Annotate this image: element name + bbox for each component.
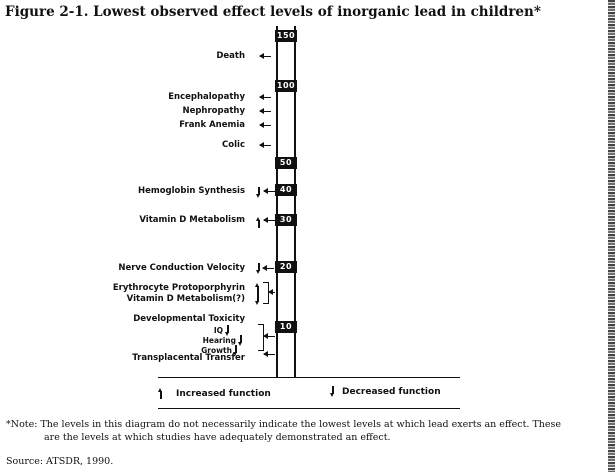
decreased-function-arrow-icon [238, 335, 243, 346]
level-marker-150: 150 [276, 31, 296, 40]
scan-edge-artifact [608, 0, 615, 472]
level-marker-30: 30 [275, 214, 297, 226]
level-marker-10: 10 [275, 321, 297, 333]
increased-function-legend-icon [158, 388, 163, 399]
effect-nerve-conduction-velocity: Nerve Conduction Velocity [118, 263, 245, 273]
effect-transplacental-transfer: Transplacental Transfer [132, 353, 245, 363]
effect-hemoglobin-synthesis: Hemoglobin Synthesis [137, 186, 245, 196]
footnote-line-1: *Note: The levels in this diagram do not necessarily indicate the lowest levels at which lead exerts an effect. These [6, 419, 562, 430]
pointer-arrow-icon [264, 336, 275, 337]
effect-iq: IQ [213, 326, 223, 335]
legend-decreased-function: Decreased function [342, 387, 441, 397]
effect-frank-anemia: Frank Anemia [179, 120, 245, 130]
pointer-arrow-icon [260, 97, 271, 98]
pointer-arrow-icon [264, 354, 275, 355]
level-marker-20: 20 [275, 261, 297, 273]
pointer-arrow-icon [264, 191, 275, 192]
decreased-function-arrow-icon [255, 294, 260, 305]
footnote [6, 418, 610, 444]
decreased-function-arrow-icon [233, 345, 238, 356]
figure-title: Figure 2-1. Lowest observed effect levels of inorganic lead in children* [5, 4, 541, 20]
effect-developmental-toxicity: Developmental Toxicity [133, 314, 245, 324]
effect-colic: Colic [222, 140, 245, 150]
effect-hearing: Hearing [202, 336, 236, 345]
decreased-function-legend-icon [330, 386, 335, 397]
source-citation: Source: ATSDR, 1990. [6, 456, 114, 467]
decreased-function-arrow-icon [256, 263, 261, 274]
pointer-arrow-icon [263, 268, 274, 269]
pointer-arrow-icon [260, 56, 271, 57]
pointer-arrow-icon [260, 111, 271, 112]
effect-death: Death [216, 51, 245, 61]
legend-top-rule [158, 377, 460, 378]
decreased-function-arrow-icon [256, 187, 261, 198]
level-marker-50: 50 [275, 157, 297, 169]
pointer-arrow-icon [260, 145, 271, 146]
increased-function-arrow-icon [256, 217, 261, 228]
footnote-line-2: are the levels at which studies have adequately demonstrated an effect. [44, 432, 391, 443]
legend-bottom-rule [158, 408, 460, 409]
effect-vitamin-d-metabolism: Vitamin D Metabolism [139, 215, 245, 225]
decreased-function-arrow-icon [225, 325, 230, 336]
effect-vitamin-d-metabolism-uncertain: Vitamin D Metabolism(?) [126, 294, 245, 304]
effect-encephalopathy: Encephalopathy [168, 92, 245, 102]
effect-nephropathy: Nephropathy [182, 106, 245, 116]
level-marker-100: 100 [276, 81, 296, 90]
increased-function-arrow-icon [255, 283, 260, 294]
pointer-arrow-icon [260, 125, 271, 126]
effect-erythrocyte-protoporphyrin: Erythrocyte Protoporphyrin [112, 283, 245, 293]
legend-increased-function: Increased function [176, 389, 271, 399]
pointer-arrow-icon [264, 220, 275, 221]
effect-growth: Growth [201, 346, 232, 355]
pointer-arrow-icon [269, 292, 275, 293]
level-marker-40: 40 [275, 184, 297, 196]
